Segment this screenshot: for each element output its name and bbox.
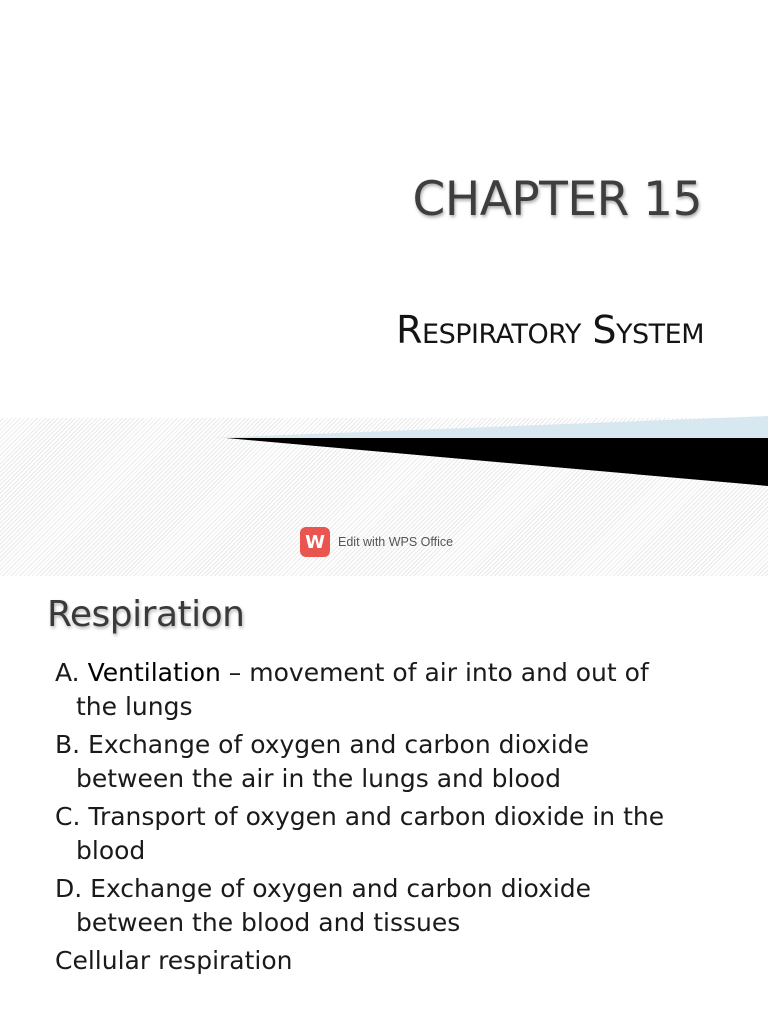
item-prefix: A.	[55, 658, 88, 687]
item-continuation: blood	[76, 836, 146, 865]
item-text: Cellular respiration	[55, 946, 293, 975]
list-item	[55, 872, 735, 940]
decorative-wedges	[0, 400, 768, 510]
item-text: B. Exchange of oxygen and carbon dioxide	[55, 730, 589, 759]
wps-logo-icon: W	[300, 527, 330, 557]
item-continuation: the lungs	[76, 692, 193, 721]
list-item	[55, 800, 735, 868]
chapter-subtitle: Respiratory System	[396, 308, 704, 352]
list-item	[55, 656, 735, 724]
wps-edit-badge[interactable]	[300, 527, 453, 557]
chapter-title: CHAPTER 15	[412, 172, 702, 227]
item-text: D. Exchange of oxygen and carbon dioxide	[55, 874, 592, 903]
list-item	[55, 728, 735, 796]
item-text: – movement of air into and out of	[220, 658, 649, 687]
item-term: Ventilation	[87, 658, 221, 687]
slide-heading: Respiration	[47, 594, 245, 635]
black-wedge	[226, 438, 768, 486]
slide-respiration	[0, 576, 768, 1024]
item-continuation: between the blood and tissues	[76, 908, 461, 937]
bullet-list	[55, 656, 735, 982]
item-continuation: between the air in the lungs and blood	[76, 764, 561, 793]
item-text: C. Transport of oxygen and carbon dioxide in the	[55, 802, 665, 831]
light-blue-wedge	[210, 416, 768, 438]
list-item	[55, 944, 735, 978]
wps-edit-label: Edit with WPS Office	[338, 535, 454, 549]
